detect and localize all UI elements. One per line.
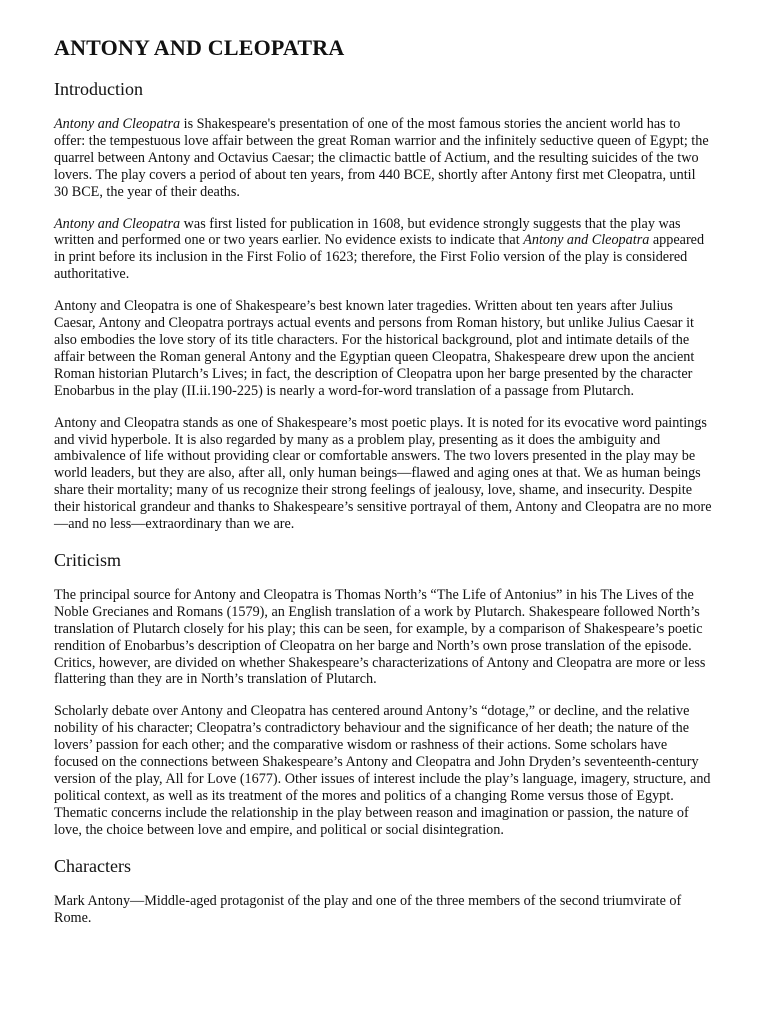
italic-play-title: Antony and Cleopatra: [523, 232, 650, 249]
paragraph-text: is Shakespeare's presentation of one of the most famous stories the ancient world has to offer: the tempestuous love affair between the great Roman warrior and the infinitely seductive queen of Egypt; the quarrel between Antony and Octavius Caesar; the climactic battle of Actium, and the resulting suicides of the two lovers. The play covers a period of about ten years, from 440 BCE, shortly after Antony first met Cleopatra, until 30 BCE, the year of their deaths.: [54, 116, 709, 200]
paragraph-text: Mark Antony—Middle-aged protagonist of the play and one of the three members of the second triumvirate of Rome.: [54, 892, 682, 926]
paragraph-criticism-2: [54, 703, 713, 838]
paragraph-text: was first listed for publication in 1608, but evidence strongly suggests that the play was written and performed one or two years earlier. No evidence exists to indicate that: [54, 215, 681, 249]
italic-play-title: Antony and Cleopatra: [54, 215, 181, 232]
paragraph-text: The principal source for Antony and Cleopatra is Thomas North’s “The Life of Antonius” in his The Lives of the Noble Grecianes and Romans (1579), an English translation of a work by Plutarch. Shakespeare followed North’s translation of Plutarch closely for his play; this can be seen, for example, by a comparison of Shakespeare’s poetic rendition of Enobarbus’s description of Cleopatra on her barge and North’s own prose translation of the episode. Critics, however, are divided on whether Shakespeare’s characterizations of Antony and Cleopatra are more or less flattering than they are in North’s translation of Plutarch.: [54, 586, 706, 688]
section-heading-characters: Characters: [54, 855, 131, 876]
italic-play-title: Antony and Cleopatra: [54, 116, 181, 132]
paragraph-intro-4: [54, 415, 713, 533]
paragraph-text: Scholarly debate over Antony and Cleopatra has centered around Antony’s “dotage,” or decline, and the relative nobility of his character; Cleopatra’s contradictory behaviour and the significance of her death; the nature of the lovers’ passion for each other; and the comparative wisdom or rashness of their actions. Some scholars have focused on the connections between Shakespeare’s Antony and Cleopatra and John Dryden’s seventeenth-century version of the play, All for Love (1677). Other issues of interest include the play’s language, imagery, structure, and political context, as well as its treatment of the mores and politics of a changing Rome versus those of Egypt. Thematic concerns include the relationship in the play between reason and imagination or passion, the nature of love, the choice between love and empire, and political or social disintegration.: [54, 703, 711, 838]
paragraph-text: Antony and Cleopatra stands as one of Shakespeare’s most poetic plays. It is noted for its evocative word paintings and vivid hyperbole. It is also regarded by many as a problem play, presenting as it does the ambiguity and ambivalence of life without providing clear or comfortable answers. The two lovers presented in the play may be world leaders, but they are also, after all, only human beings—flawed and aging ones at that. We as human beings share their mortality; many of us recognize their strong feelings of jealousy, love, shame, and insecurity. Despite their historical grandeur and thanks to Shakespeare’s sensitive portrayal of them, Antony and Cleopatra are no more—and no less—extraordinary than we are.: [54, 414, 712, 533]
section-introduction: [54, 77, 713, 533]
paragraph-characters-1: [54, 893, 713, 927]
paragraph-text: appeared in print before its inclusion in the First Folio of 1623; therefore, the First Folio version of the play is considered authoritative.: [54, 232, 705, 283]
paragraph-intro-3: [54, 298, 713, 399]
paragraph-intro-1: [54, 116, 713, 201]
paragraph-text: Antony and Cleopatra is one of Shakespeare’s best known later tragedies. Written about ten years after Julius Caesar, Antony and Cleopatra portrays actual events and persons from Roman history, but unlike Julius Caesar it also embodies the love story of its title characters. For the historical background, plot and intimate details of the affair between the Roman general Antony and the Egyptian queen Cleopatra, Shakespeare drew upon the ancient Roman historian Plutarch’s Lives; in fact, the description of Cleopatra upon her barge presented by the character Enobarbus in the play (II.ii.190-225) is nearly a word-for-word translation of a passage from Plutarch.: [54, 298, 695, 399]
section-criticism: [54, 548, 713, 839]
section-heading-criticism: Criticism: [54, 549, 121, 570]
paragraph-criticism-1: [54, 587, 713, 688]
document-title: ANTONY AND CLEOPATRA: [54, 35, 345, 60]
section-heading-introduction: Introduction: [54, 79, 143, 99]
section-characters: [54, 854, 713, 927]
paragraph-intro-2: [54, 216, 713, 284]
